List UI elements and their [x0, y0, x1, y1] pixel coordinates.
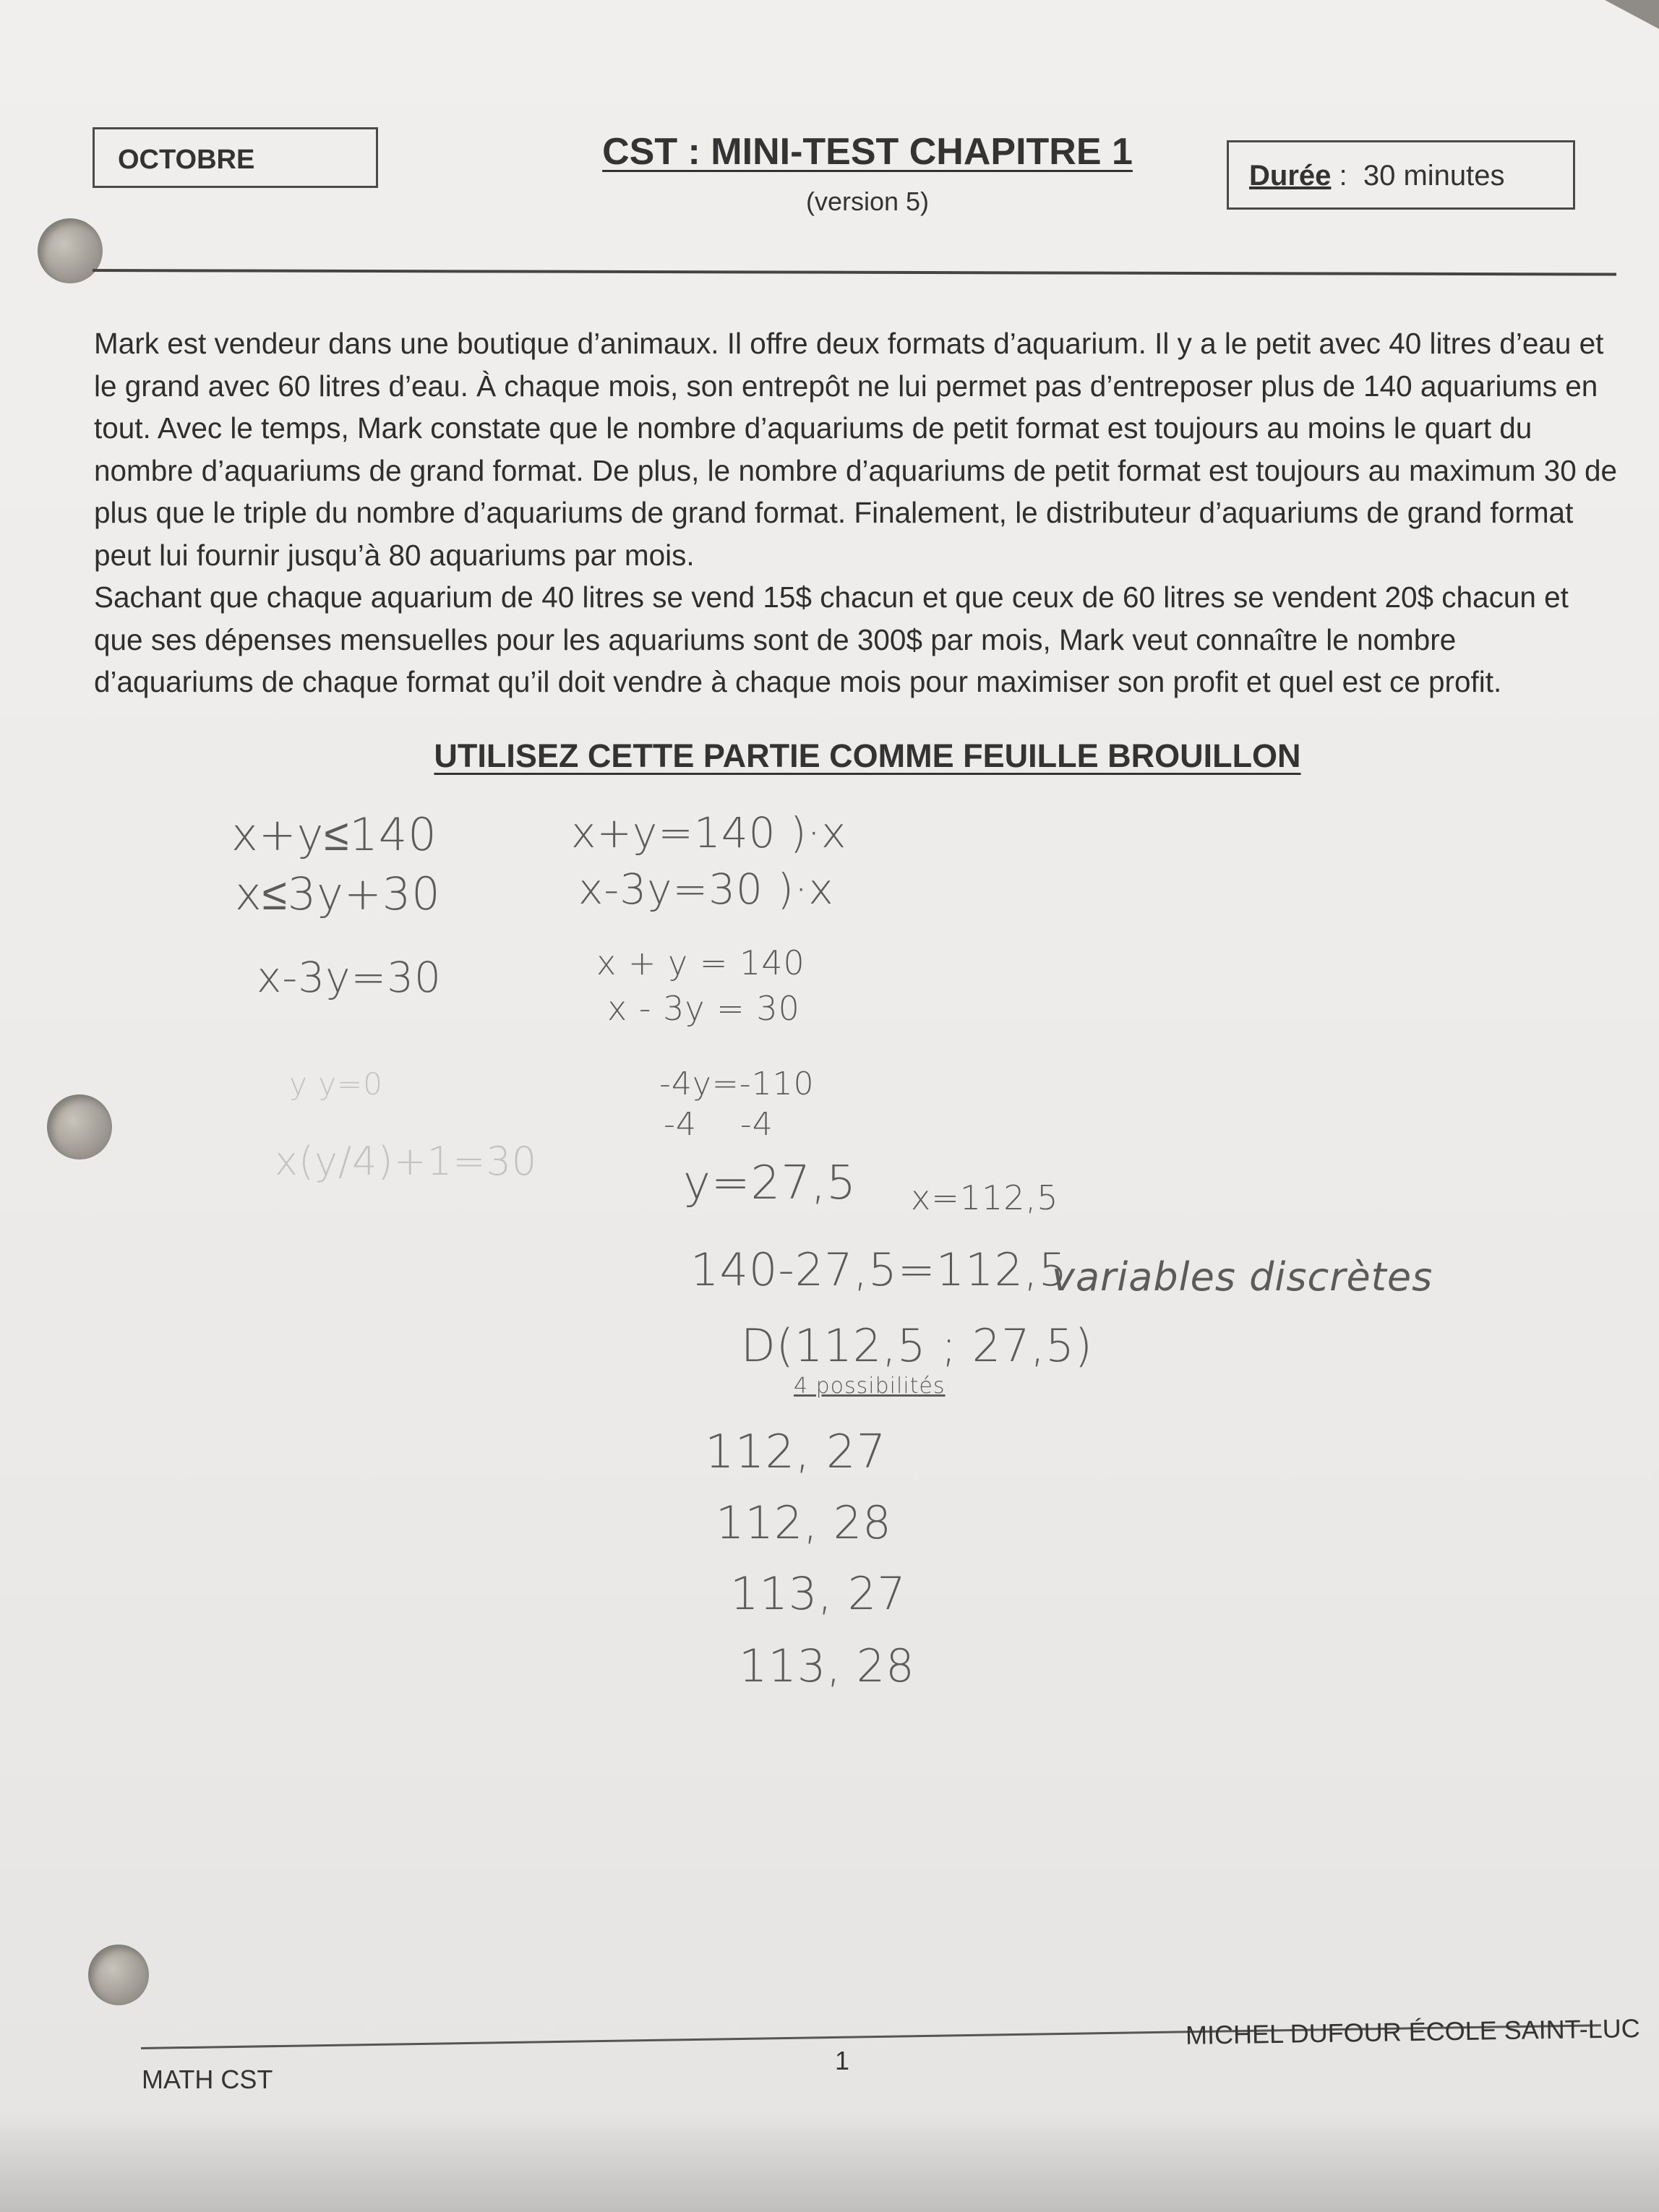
handwritten-point-note: 4 possibilités — [794, 1373, 946, 1399]
duration-box — [1227, 140, 1575, 210]
footer-subject: MATH CST — [142, 2065, 273, 2094]
footer-page-number: 1 — [835, 2046, 850, 2075]
month-label: OCTOBRE — [118, 145, 255, 175]
handwritten-system-2a: x + y = 140 — [596, 943, 805, 982]
handwritten-candidate-3: 113, 27 — [730, 1567, 906, 1620]
problem-paragraph-1: Mark est vendeur dans une boutique d’animaux. Il offre deux formats d’aquarium. Il y a le petit avec 40 litres d’eau et le grand avec 60 litres d’eau. À chaque mois, son entrepôt ne lui permet pas d’entreposer plus de 140 aquariums en tout. Avec le temps, Mark constate que le nombre d’aquariums de petit format est toujours au moins le quart du nombre d’aquariums de grand format. De plus, le nombre d’aquariums de petit format est toujours au maximum 30 de plus que le triple du nombre d’aquariums de grand format. Finalement, le distributeur d’aquariums de grand format peut lui fournir jusqu’à 80 aquariums par mois. — [94, 327, 1618, 572]
test-title: CST : MINI-TEST CHAPITRE 1 — [602, 131, 1133, 173]
handwritten-equation-left: x-3y=30 — [257, 953, 442, 1002]
handwritten-note-discrete: variables discrètes — [1052, 1254, 1433, 1300]
duration-separator: : — [1331, 160, 1363, 192]
handwritten-system-2b: x - 3y = 30 — [607, 989, 800, 1028]
punch-hole-top — [38, 218, 103, 283]
problem-paragraph-2: Sachant que chaque aquarium de 40 litres se vend 15$ chacun et que ceux de 60 litres se vendent 20$ chacun et que ses dépenses mensuelles pour les aquariums sont de 300$ par mois, Mark veut connaître le nombre d’aquariums de chaque format qu’il doit vendre à chaque mois pour maximiser son profit et quel est ce profit. — [94, 580, 1569, 698]
handwritten-inequality-1: x+y≤140 — [231, 808, 437, 861]
punch-hole-middle — [47, 1094, 112, 1159]
handwritten-candidate-2: 112, 28 — [716, 1496, 892, 1549]
problem-statement — [94, 322, 1619, 703]
handwritten-system-1b: x-3y=30 )·x — [578, 865, 834, 914]
handwritten-division-1: -4y=-110 — [659, 1066, 815, 1102]
footer-author: MICHEL DUFOUR ÉCOLE SAINT-LUC — [1185, 2013, 1641, 2050]
duration-value: 30 minutes — [1363, 160, 1505, 192]
draft-heading: UTILISEZ CETTE PARTIE COMME FEUILLE BROUILLON — [434, 737, 1301, 774]
handwritten-candidate-1: 112, 27 — [705, 1426, 887, 1479]
handwritten-y-result: y=27,5 — [683, 1157, 857, 1210]
handwritten-division-2: -4 -4 — [664, 1106, 773, 1143]
punch-hole-bottom — [88, 1945, 149, 2005]
paper-shadow — [0, 2111, 1659, 2212]
handwritten-x-result: x=112,5 — [911, 1178, 1059, 1217]
handwritten-system-1a: x+y=140 )·x — [571, 808, 847, 857]
handwritten-point-d: D(112,5 ; 27,5) — [741, 1319, 1093, 1372]
handwritten-candidate-4: 113, 28 — [739, 1639, 915, 1692]
handwritten-x-calculation: 140-27,5=112,5 — [690, 1243, 1068, 1296]
duration-label: Durée — [1249, 160, 1332, 192]
handwritten-faint-1: y y=0 — [289, 1066, 383, 1102]
month-box — [93, 127, 378, 188]
handwritten-faint-2: x(y/4)+1=30 — [275, 1139, 538, 1184]
test-version: (version 5) — [805, 187, 930, 216]
handwritten-inequality-2: x≤3y+30 — [235, 867, 441, 920]
